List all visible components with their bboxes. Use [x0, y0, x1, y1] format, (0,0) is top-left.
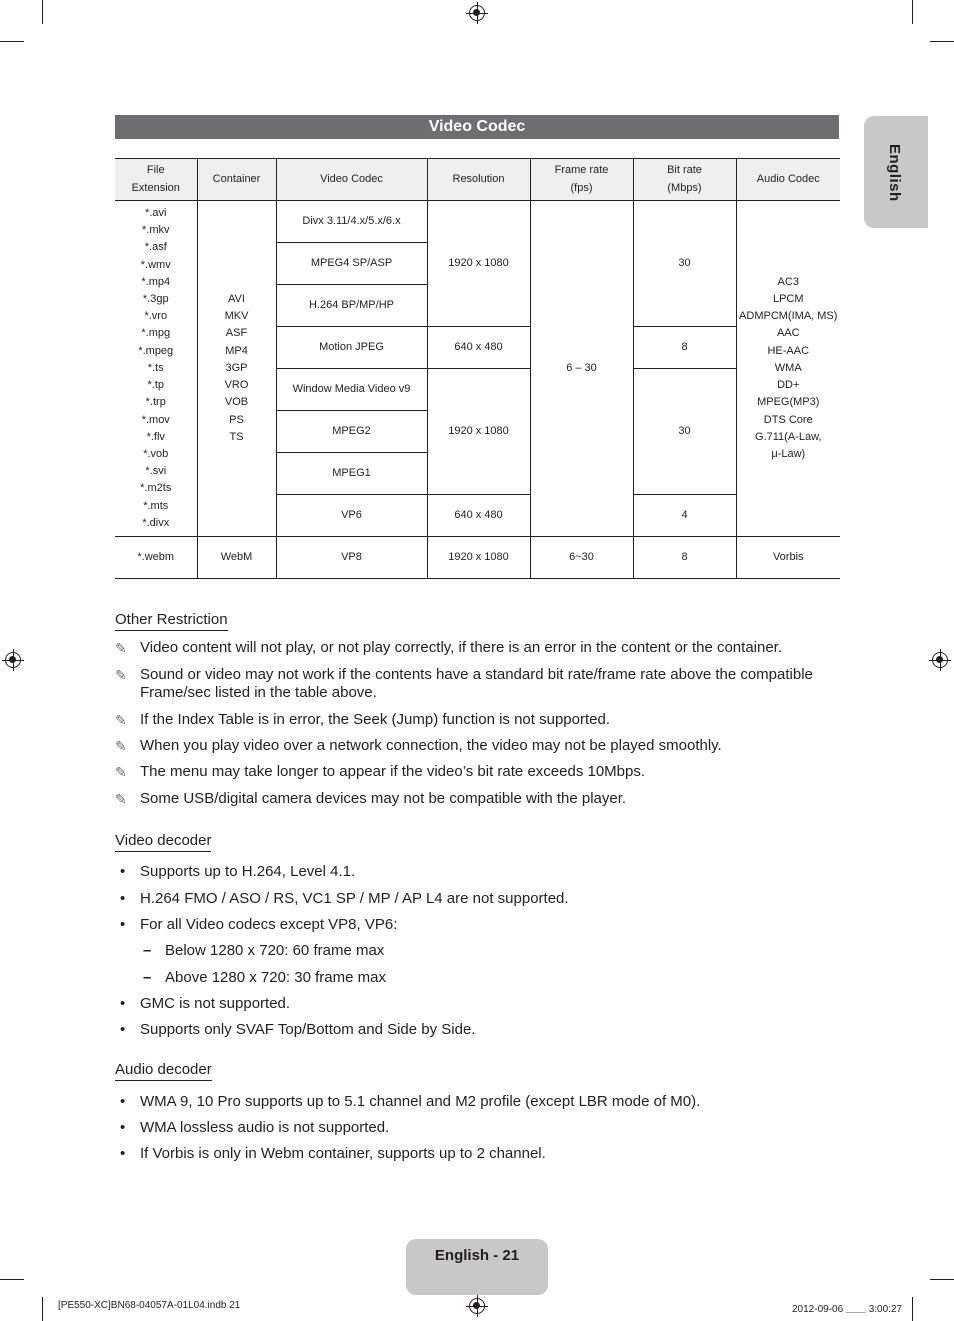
- crop-mark: [42, 0, 43, 24]
- crop-mark: [42, 1297, 43, 1321]
- list-item: • WMA 9, 10 Pro supports up to 5.1 channel and M2 profile (except LBR mode of M0).: [120, 1093, 701, 1110]
- crop-mark: [912, 0, 913, 24]
- audio-codec-list: AC3 LPCM ADMPCM(IMA, MS) AAC HE-AAC WMA DD+ MPEG(MP3) DTS Core G.711(A-Law, μ-Law): [736, 201, 840, 537]
- container-cell: WebM: [197, 537, 276, 579]
- table-row-webm: [115, 537, 840, 579]
- note-pencil-icon: ✎: [115, 764, 127, 780]
- table-row: [115, 201, 840, 243]
- crop-mark: [0, 41, 24, 42]
- bit-rate-cell: 4: [633, 495, 736, 537]
- bullet-icon: •: [120, 995, 126, 1012]
- bullet-icon: •: [120, 863, 126, 880]
- list-item: • Supports up to H.264, Level 4.1.: [120, 863, 356, 880]
- video-codec-table: [115, 158, 840, 579]
- header-audio-codec: Audio Codec: [736, 159, 840, 201]
- codec-cell: H.264 BP/MP/HP: [276, 285, 427, 327]
- note-item: ✎ If the Index Table is in error, the Seek (Jump) function is not supported.: [115, 711, 610, 728]
- extension-cell: *.webm: [115, 537, 197, 579]
- note-item: ✎ When you play video over a network connection, the video may not be played smoothly.: [115, 737, 722, 754]
- extension-list: *.avi *.mkv *.asf *.wmv *.mp4 *.3gp *.vro *.mpg *.mpeg *.ts *.tp *.trp *.mov *.flv *.vob *.svi *.m2ts *.mts *.divx: [115, 201, 197, 537]
- page-number-tab: [406, 1239, 548, 1295]
- registration-mark-icon: [469, 5, 485, 21]
- bit-rate-cell: 30: [633, 201, 736, 327]
- sub-list-item: – Below 1280 x 720: 60 frame max: [143, 942, 385, 959]
- resolution-cell: 1920 x 1080: [427, 369, 530, 495]
- codec-cell: Divx 3.11/4.x/5.x/6.x: [276, 201, 427, 243]
- frame-rate-cell: 6~30: [530, 537, 633, 579]
- frame-rate-cell: 6 – 30: [530, 201, 633, 537]
- note-pencil-icon: ✎: [115, 738, 127, 754]
- bullet-icon: •: [120, 1021, 126, 1038]
- note-pencil-icon: ✎: [115, 712, 127, 728]
- header-bit-rate: Bit rate (Mbps): [633, 159, 736, 201]
- section-title: Video Codec: [115, 115, 839, 139]
- registration-mark-icon: [932, 652, 948, 668]
- codec-cell: MPEG2: [276, 411, 427, 453]
- codec-cell: MPEG4 SP/ASP: [276, 243, 427, 285]
- resolution-cell: 1920 x 1080: [427, 201, 530, 327]
- footer-file-info: [PE550-XC]BN68-04057A-01L04.indb 21: [58, 1300, 241, 1311]
- container-list: AVI MKV ASF MP4 3GP VRO VOB PS TS: [197, 201, 276, 537]
- list-item: • For all Video codecs except VP8, VP6:: [120, 916, 398, 933]
- table-header-row: [115, 159, 840, 201]
- list-item: • Supports only SVAF Top/Bottom and Side by Side.: [120, 1021, 476, 1038]
- footer-timestamp: 2012-09-06 ＿＿ 3:00:27: [792, 1304, 903, 1315]
- codec-cell: Motion JPEG: [276, 327, 427, 369]
- bullet-icon: •: [120, 1093, 126, 1110]
- crop-mark: [0, 1279, 24, 1280]
- header-file-extension: File Extension: [115, 159, 197, 201]
- note-item: ✎ The menu may take longer to appear if the video’s bit rate exceeds 10Mbps.: [115, 763, 646, 780]
- video-decoder-heading: Video decoder: [115, 832, 211, 852]
- list-item: • H.264 FMO / ASO / RS, VC1 SP / MP / AP L4 are not supported.: [120, 890, 569, 907]
- dash-icon: –: [143, 942, 152, 959]
- dash-icon: –: [143, 969, 152, 986]
- bit-rate-cell: 30: [633, 369, 736, 495]
- codec-cell: MPEG1: [276, 453, 427, 495]
- other-restriction-heading: Other Restriction: [115, 611, 228, 631]
- header-video-codec: Video Codec: [276, 159, 427, 201]
- language-label: English: [886, 144, 903, 202]
- bullet-icon: •: [120, 890, 126, 907]
- bit-rate-cell: 8: [633, 537, 736, 579]
- audio-decoder-heading: Audio decoder: [115, 1061, 212, 1081]
- note-pencil-icon: ✎: [115, 667, 127, 683]
- registration-mark-icon: [5, 652, 21, 668]
- bullet-icon: •: [120, 916, 126, 933]
- note-item: ✎ Video content will not play, or not play correctly, if there is an error in the content or the container.: [115, 639, 783, 656]
- codec-cell: VP8: [276, 537, 427, 579]
- list-item: • If Vorbis is only in Webm container, supports up to 2 channel.: [120, 1145, 546, 1162]
- sub-list-item: – Above 1280 x 720: 30 frame max: [143, 969, 386, 986]
- resolution-cell: 640 x 480: [427, 327, 530, 369]
- codec-cell: VP6: [276, 495, 427, 537]
- codec-cell: Window Media Video v9: [276, 369, 427, 411]
- note-item: ✎ Sound or video may not work if the contents have a standard bit rate/frame rate above the compatible Frame/sec listed in the table above.: [115, 666, 813, 701]
- list-item: • WMA lossless audio is not supported.: [120, 1119, 390, 1136]
- header-frame-rate: Frame rate (fps): [530, 159, 633, 201]
- header-resolution: Resolution: [427, 159, 530, 201]
- note-pencil-icon: ✎: [115, 640, 127, 656]
- language-side-tab: [864, 116, 928, 228]
- registration-mark-icon: [469, 1298, 485, 1314]
- note-item: ✎ Some USB/digital camera devices may not be compatible with the player.: [115, 790, 627, 807]
- resolution-cell: 1920 x 1080: [427, 537, 530, 579]
- crop-mark: [912, 1297, 913, 1321]
- page-number: English - 21: [434, 1247, 520, 1264]
- bullet-icon: •: [120, 1119, 126, 1136]
- bit-rate-cell: 8: [633, 327, 736, 369]
- note-pencil-icon: ✎: [115, 791, 127, 807]
- bullet-icon: •: [120, 1145, 126, 1162]
- header-container: Container: [197, 159, 276, 201]
- list-item: • GMC is not supported.: [120, 995, 291, 1012]
- crop-mark: [930, 41, 954, 42]
- audio-codec-cell: Vorbis: [736, 537, 840, 579]
- crop-mark: [930, 1279, 954, 1280]
- resolution-cell: 640 x 480: [427, 495, 530, 537]
